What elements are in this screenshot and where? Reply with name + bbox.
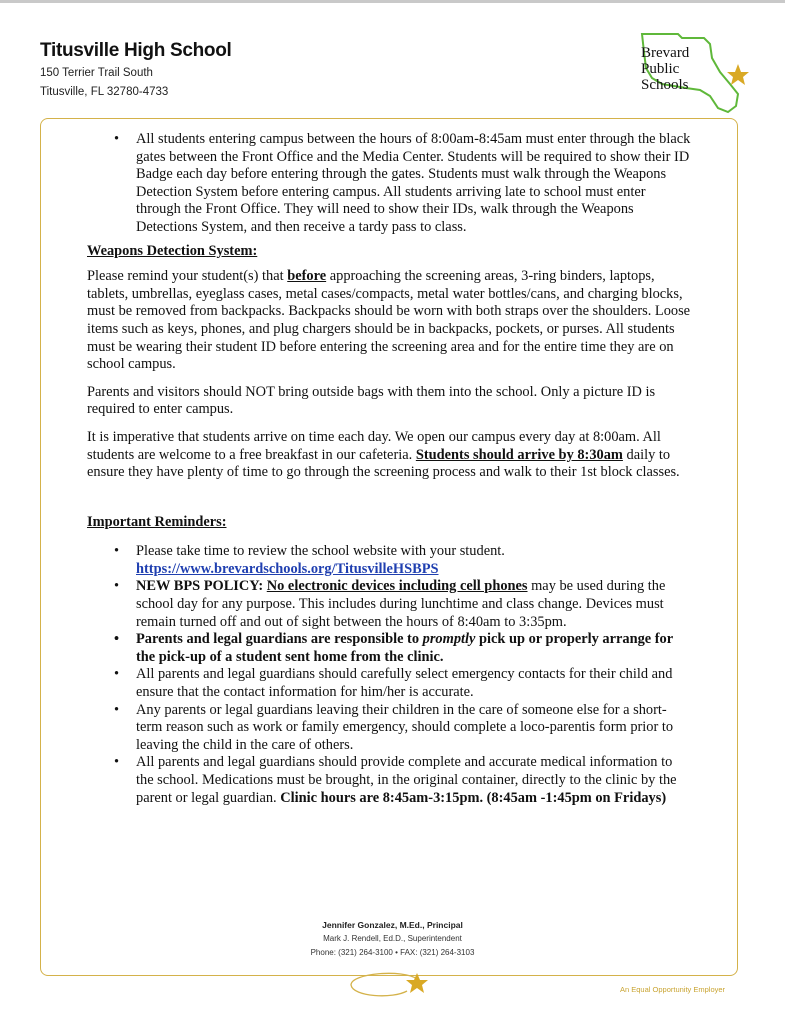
reminders-heading: Important Reminders:	[87, 513, 227, 530]
policy-label: NEW BPS POLICY:	[136, 578, 267, 595]
gold-swoosh-star-icon	[345, 965, 435, 1001]
text-run: Please take time to review the school website with your student.	[136, 543, 505, 560]
address-line-1: 150 Terrier Trail South	[40, 67, 153, 79]
list-item: • Any parents or legal guardians leaving their children in the care of someone else for a short-term reason such as work or family emergency, should complete a loco-parentis form prior to leaving the child in the care of others.	[87, 702, 692, 755]
list-item	[87, 543, 692, 578]
reminders-list	[87, 543, 692, 807]
list-item: • All students entering campus between the hours of 8:00am-8:45am must enter through the black gates between the Front Office and the Media Center. Students will be required to show their ID Badge each day before entering through the gates. Students must walk through the Weapons Detection System before entering campus. All students arriving late to school must enter through the Front Office. They will need to show their IDs, walk through the Weapons Detections System, and then receive a tardy pass to class.	[87, 131, 692, 237]
text-run: Parents and legal guardians are responsible to	[136, 631, 423, 648]
top-divider	[0, 0, 785, 3]
school-website-link[interactable]: https://www.brevardschools.org/TitusvilleHSBPS	[136, 560, 439, 577]
weapons-paragraph-1	[87, 268, 692, 374]
text-run: approaching the screening areas, 3-ring binders, laptops, tablets, umbrellas, eyeglass cases, metal cases/compacts, metal water bottles/cans, and charging blocks, must be removed from backpacks. Backpacks should be worn with both straps over the shoulders. Loose items such as keys, phones, and plug chargers should be in backpacks, pockets, or purses. All students must be wearing their student ID before entering the screening area and for the entire time they are on school campus.	[87, 268, 691, 373]
address-line-2: Titusville, FL 32780-4733	[40, 86, 169, 98]
logo-text-public: Public	[641, 61, 680, 77]
emphasis-before: before	[287, 268, 327, 285]
text-run: may be used during the school day for any purpose. This includes during lunchtime and class change. Devices must remain turned off and out of sight between the hours of 8:40am to 3:35pm.	[136, 578, 666, 630]
emphasis-promptly: promptly	[422, 631, 476, 648]
text-run: All parents and legal guardians should provide complete and accurate medical information to the school. Medications must be brought, in the original container, directly to the clinic by the parent or legal guardian.	[136, 754, 677, 806]
letter-body	[87, 131, 692, 807]
weapons-paragraph-3	[87, 429, 692, 482]
equal-opportunity-employer: An Equal Opportunity Employer	[620, 985, 726, 994]
list-item: • All parents and legal guardians should carefully select emergency contacts for their child and ensure that the contact information for him/her is accurate.	[87, 666, 692, 701]
principal-name: Jennifer Gonzalez, M.Ed., Principal	[322, 920, 463, 930]
superintendent-name: Mark J. Rendell, Ed.D., Superintendent	[323, 934, 462, 943]
clinic-hours: Clinic hours are 8:45am-3:15pm. (8:45am -1:45pm on Fridays)	[280, 789, 667, 806]
logo-text-brevard: Brevard	[641, 45, 690, 61]
entry-list	[87, 131, 692, 237]
text-run: pick up or properly arrange for the pick-up of a student sent home from the clinic.	[136, 631, 673, 665]
list-item	[87, 631, 692, 666]
list-item	[87, 754, 692, 807]
text-run: It is imperative that students arrive on time each day. We open our campus every day at 8:00am. All students are welcome to a free breakfast in our cafeteria.	[87, 428, 661, 463]
policy-emphasis: No electronic devices including cell phones	[266, 578, 528, 595]
list-item	[87, 578, 692, 631]
school-name: Titusville High School	[40, 40, 232, 61]
emphasis-arrival-time: Students should arrive by 8:30am	[415, 446, 623, 463]
phone-fax: Phone: (321) 264-3100 • FAX: (321) 264-3103	[310, 948, 475, 957]
text-run: Please remind your student(s) that	[87, 268, 288, 285]
text-run: daily to ensure they have plenty of time to go through the screening process and walk to their 1st block classes.	[87, 446, 680, 481]
weapons-heading: Weapons Detection System:	[87, 242, 258, 259]
logo-text-schools: Schools	[641, 77, 689, 93]
spacer	[87, 492, 692, 514]
weapons-paragraph-2: Parents and visitors should NOT bring outside bags with them into the school. Only a picture ID is required to enter campus.	[87, 383, 656, 418]
